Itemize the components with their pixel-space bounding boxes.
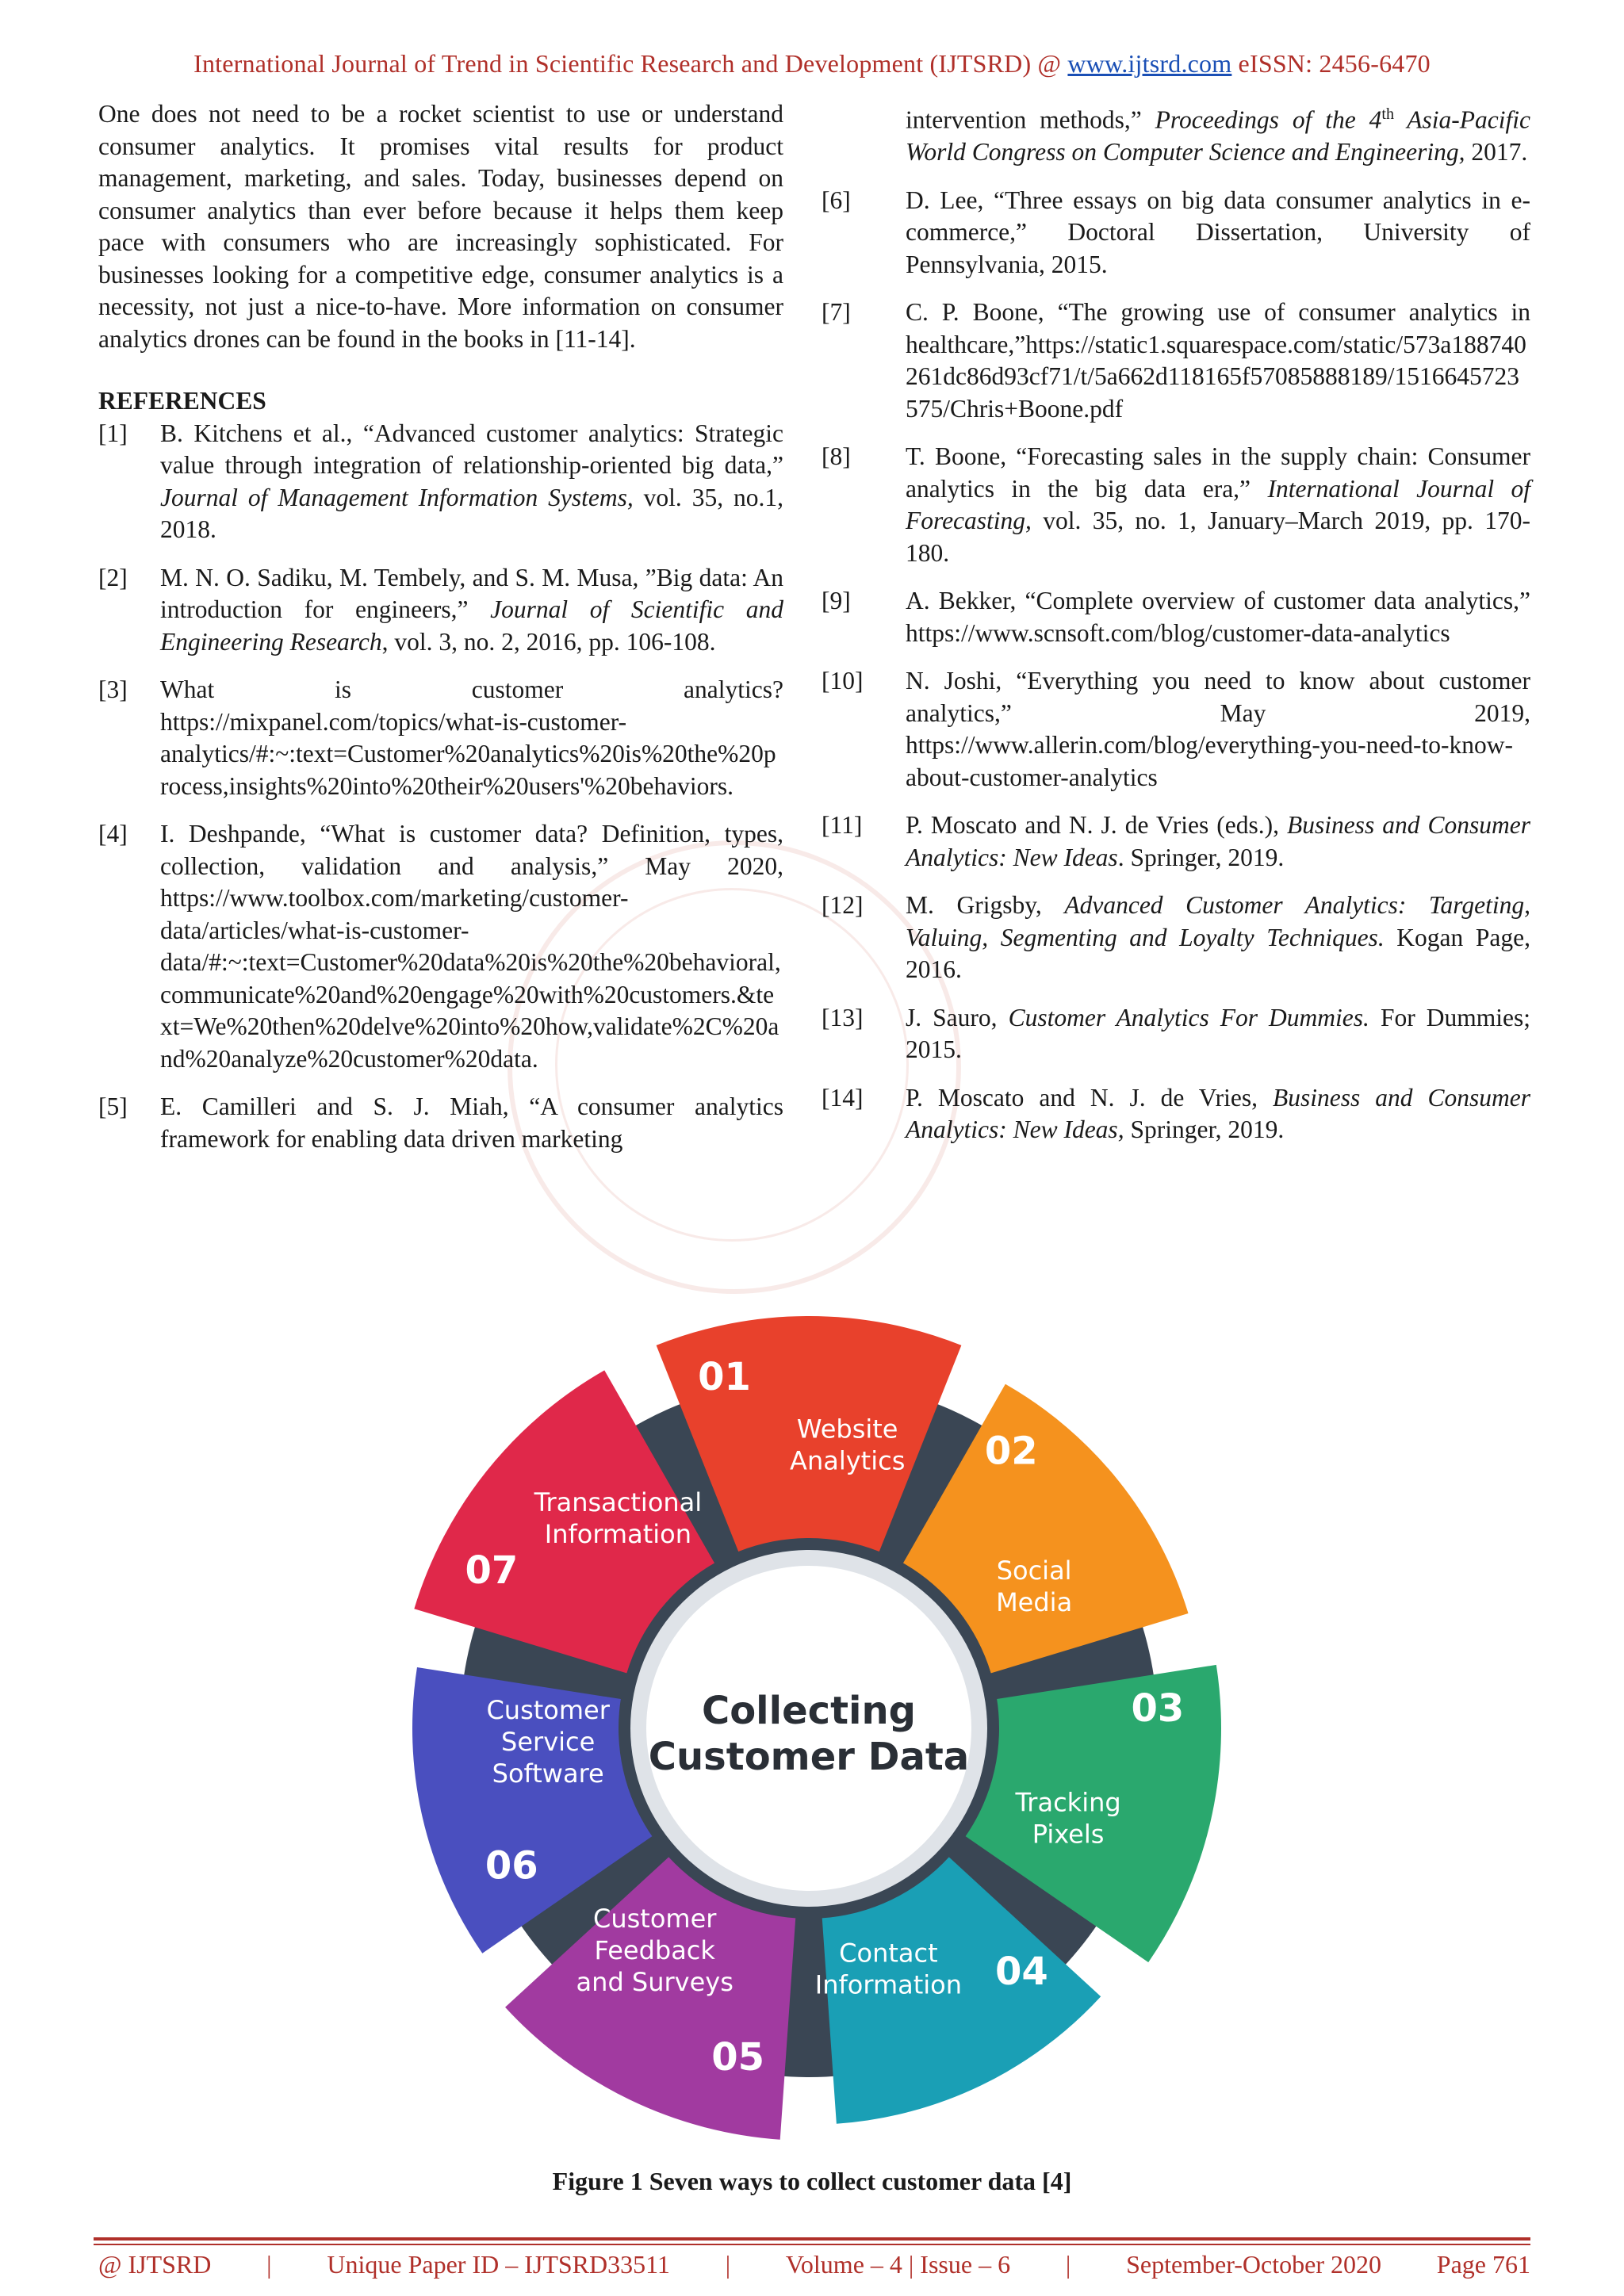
reference-text-part: T. Boone, “Forecasting sales in the supply chain: Consumer analytics in the big data era,” xyxy=(906,442,1530,503)
footer xyxy=(98,2250,1530,2279)
segment-label: Contact xyxy=(839,1938,938,1969)
segment-label: Customer xyxy=(593,1904,717,1934)
reference-text-part: P. Moscato and N. J. de Vries, xyxy=(906,1083,1273,1112)
reference-text-part: E. Camilleri and S. J. Miah, “A consumer analytics framework for enabling data driven marketing xyxy=(160,1093,783,1153)
segment-label: Customer xyxy=(486,1694,610,1725)
reference-text xyxy=(906,297,1530,425)
reference-item xyxy=(98,818,783,1075)
segment-label: and Surveys xyxy=(576,1967,733,1998)
footer-volume: Volume – 4 | Issue – 6 xyxy=(785,2250,1011,2279)
reference-number: [12] xyxy=(822,891,864,919)
segment-number: 02 xyxy=(984,1429,1038,1474)
reference-item xyxy=(98,562,783,659)
figure-caption: Figure 1 Seven ways to collect customer data [4] xyxy=(552,2167,1072,2195)
reference-text xyxy=(906,665,1530,794)
reference-text xyxy=(160,674,783,802)
segment-label: Information xyxy=(544,1518,692,1549)
reference-number: [13] xyxy=(822,1003,864,1031)
reference-item xyxy=(822,1002,1530,1066)
segment-label: Transactional xyxy=(534,1487,703,1517)
reference-text-part: C. P. Boone, “The growing use of consumer analytics in healthcare,”https://static1.squarespace.com/static/573a188740261dc86d93cf71/t/5a662d118165f57085888189/1516645723575/Chris+Boone.pdf xyxy=(906,298,1530,423)
footer-date: September-October 2020 xyxy=(1126,2250,1381,2279)
reference-text xyxy=(160,818,783,1075)
body-paragraph: One does not need to be a rocket scientist to use or understand consumer analytics. It promises vital results for product management, marketing, and sales. Today, businesses depend on consumer analytics than ever before because it helps them keep pace with consumers who are increasingly sophisticated. For businesses looking for a competitive edge, consumer analytics is a necessity, not just a nice-to-have. More information on consumer analytics drones can be found in the books in [11-14]. xyxy=(98,100,783,353)
reference-text xyxy=(906,185,1530,281)
segment-number: 07 xyxy=(465,1548,519,1594)
reference-number: [3] xyxy=(98,675,128,703)
reference-source-title: International Journal of Forecasting, xyxy=(906,474,1531,534)
footer-paper-id: Unique Paper ID – IJTSRD33511 xyxy=(327,2250,670,2279)
center-title: Collecting xyxy=(701,1689,917,1733)
footer-page: Page 761 xyxy=(1436,2250,1530,2279)
reference-text-part: Kogan Page, 2016. xyxy=(906,923,1530,983)
reference-number: [6] xyxy=(822,186,851,214)
running-header xyxy=(0,49,1624,78)
reference-text-part: B. Kitchens et al., “Advanced customer analytics: Strategic value through integration of relationship-oriented big data,” xyxy=(160,419,783,479)
reference-text-part: M. N. O. Sadiku, M. Tembely, and S. M. Musa, ”Big data: An introduction for engineers,” xyxy=(160,563,783,623)
reference-source-title: Journal of Management Information Systems, xyxy=(160,483,634,511)
left-column xyxy=(98,98,783,1171)
reference-text-part: I. Deshpande, “What is customer data? Definition, types, collection, validation and analysis,” May 2020, https://www.toolbox.com/marketing/customer-data/articles/what-is-customer-data/#:~:text=Customer%20data%20is%20the%20behavioral,communicate%20and%20engage%20with%20customers.&text=We%20then%20delve%20into%20how,validate%2C%20and%20analyze%20customer%20data. xyxy=(160,820,783,1073)
reference-text-part: vol. 35, no. 1, January–March 2019, pp. 170-180. xyxy=(906,507,1530,567)
reference-item xyxy=(822,585,1530,649)
reference-item xyxy=(98,1091,783,1155)
reference-text xyxy=(906,585,1530,649)
reference-text-part: vol. 35, no.1, 2018. xyxy=(160,483,783,543)
reference-text-part: A. Bekker, “Complete overview of customer data analytics,” https://www.scnsoft.com/blog/customer-data-analytics xyxy=(906,587,1530,647)
footer-sep: | xyxy=(1065,2250,1071,2279)
reference-number: [5] xyxy=(98,1093,128,1120)
reference-item xyxy=(822,441,1530,569)
reference-text xyxy=(906,1082,1530,1146)
reference-number: [2] xyxy=(98,563,128,591)
reference-text-part: What is customer analytics? https://mixpanel.com/topics/what-is-customer-analytics/#:~:text=Customer%20analytics%20is%20the%20process,insights%20into%20their%20users'%20behaviors. xyxy=(160,675,783,800)
reference-item xyxy=(822,1082,1530,1146)
header-prefix: International Journal of Trend in Scientific Research and Development (IJTSRD) @ xyxy=(193,49,1068,78)
reference-text-part: . Springer, 2019. xyxy=(1117,843,1285,871)
segment-number: 05 xyxy=(711,2034,765,2080)
segment-number: 06 xyxy=(485,1843,538,1888)
footer-journal: @ IJTSRD xyxy=(98,2250,212,2279)
reference-text-part: Springer, 2019. xyxy=(1124,1115,1285,1143)
reference-5-continued: intervention methods,” Proceedings of the 4th Asia-Pacific World Congress on Computer Science and Engineering, 2017. xyxy=(906,105,1530,166)
reference-number: [14] xyxy=(822,1083,864,1112)
segment-label: Pixels xyxy=(1032,1819,1105,1850)
reference-number: [8] xyxy=(822,442,851,470)
reference-number: [9] xyxy=(822,587,851,614)
reference-item xyxy=(822,665,1530,794)
reference-text-part: P. Moscato and N. J. de Vries (eds.), xyxy=(906,811,1287,839)
references-heading: REFERENCES xyxy=(98,387,266,415)
reference-text-part: D. Lee, “Three essays on big data consumer analytics in e-commerce,” Doctoral Dissertation, University of Pennsylvania, 2015. xyxy=(906,186,1530,278)
reference-item xyxy=(822,809,1530,874)
reference-source-title: Customer Analytics For Dummies. xyxy=(1008,1003,1369,1031)
segment-number: 01 xyxy=(698,1355,751,1400)
reference-number: [4] xyxy=(98,820,128,848)
reference-item xyxy=(822,185,1530,281)
center-title: Customer Data xyxy=(648,1735,970,1779)
reference-text-part: For Dummies; 2015. xyxy=(906,1003,1530,1063)
reference-source-title: Business and Consumer Analytics: New Ideas, xyxy=(906,1083,1530,1143)
reference-item xyxy=(822,297,1530,425)
reference-number: [1] xyxy=(98,419,128,447)
reference-text xyxy=(906,890,1530,986)
references-list-left xyxy=(98,418,783,1156)
segment-label: Social xyxy=(996,1556,1072,1586)
references-list-right xyxy=(822,185,1530,1146)
reference-text-part: , vol. 3, no. 2, 2016, pp. 106-108. xyxy=(381,627,716,656)
reference-text xyxy=(906,441,1530,569)
reference-item xyxy=(98,418,783,546)
reference-text-part: J. Sauro, xyxy=(906,1003,1009,1031)
header-suffix: eISSN: 2456-6470 xyxy=(1231,49,1431,78)
footer-rule xyxy=(94,2237,1530,2241)
segment-label: Analytics xyxy=(790,1445,906,1476)
segment-label: Information xyxy=(814,1969,963,2000)
reference-text-part: N. Joshi, “Everything you need to know about customer analytics,” May 2019, https://www.allerin.com/blog/everything-you-need-to-know-about-customer-analytics xyxy=(906,667,1530,791)
segment-number: 04 xyxy=(994,1950,1048,1995)
reference-text xyxy=(160,418,783,546)
reference-source-title: Advanced Customer Analytics: Targeting, Valuing, Segmenting and Loyalty Techniques. xyxy=(906,891,1530,951)
reference-source-title: Journal of Scientific and Engineering Research xyxy=(160,595,783,656)
reference-source-title: Business and Consumer Analytics: New Ideas xyxy=(906,811,1530,871)
segment-label: Tracking xyxy=(1015,1787,1121,1818)
segment-label: Software xyxy=(492,1758,604,1789)
segment-label: Website xyxy=(796,1414,898,1445)
reference-text xyxy=(160,562,783,659)
collecting-customer-data-figure xyxy=(365,1284,1253,2172)
right-column xyxy=(822,98,1530,1162)
segment-label: Media xyxy=(996,1587,1073,1618)
footer-sep: | xyxy=(725,2250,731,2279)
reference-number: [7] xyxy=(822,298,851,326)
reference-item xyxy=(98,674,783,802)
header-link[interactable]: www.ijtsrd.com xyxy=(1067,49,1232,78)
reference-text xyxy=(906,809,1530,874)
reference-text xyxy=(160,1091,783,1155)
footer-rule-thin xyxy=(94,2244,1530,2245)
reference-number: [10] xyxy=(822,667,864,695)
reference-text xyxy=(906,1002,1530,1066)
footer-sep: | xyxy=(266,2250,272,2279)
segment-label: Feedback xyxy=(594,1935,715,1966)
reference-item xyxy=(822,890,1530,986)
reference-text-part: M. Grigsby, xyxy=(906,891,1065,919)
segment-label: Service xyxy=(501,1726,596,1757)
reference-number: [11] xyxy=(822,811,863,839)
segment-number: 03 xyxy=(1131,1686,1185,1732)
